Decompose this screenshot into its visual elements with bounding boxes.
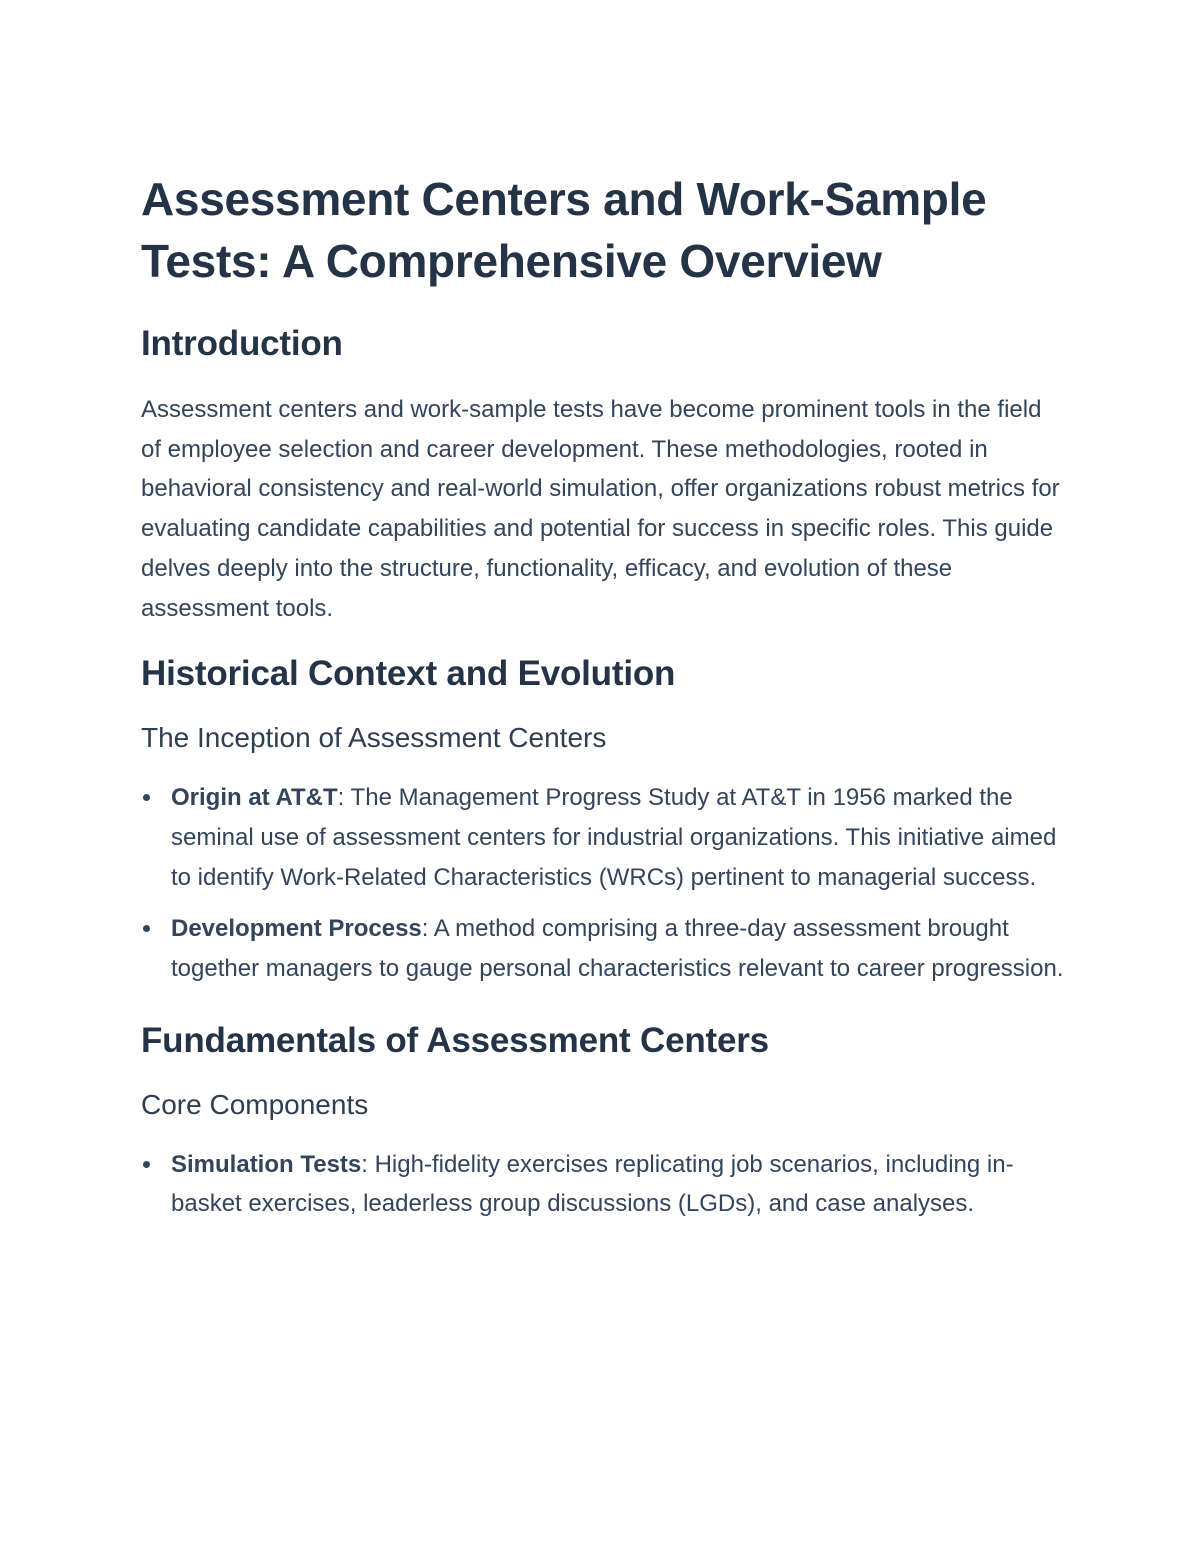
document-page	[141, 168, 1066, 1254]
introduction-paragraph: Assessment centers and work-sample tests have become prominent tools in the field of employee selection and career development. These methodologies, rooted in behavioral consistency and real-world simulation, offer organizations robust metrics for evaluating candidate capabilities and potential for success in specific roles. This guide delves deeply into the structure, functionality, efficacy, and evolution of these assessment tools.	[141, 396, 1060, 622]
fundamentals-list	[141, 1145, 1066, 1224]
subheading-inception: The Inception of Assessment Centers	[141, 722, 607, 754]
section-heading-history: Historical Context and Evolution	[141, 654, 676, 694]
list-item-text: : A method comprising a three-day assessment brought together managers to gauge personal characteristics relevant to career progression.	[171, 915, 1064, 983]
list-item-term: Development Process	[171, 915, 422, 943]
history-list	[141, 778, 1066, 989]
list-item-term: Simulation Tests	[171, 1150, 362, 1178]
list-item-text: : High-fidelity exercises replicating job scenarios, including in-basket exercises, leaderless group discussions (LGDs), and case analyses.	[171, 1150, 1014, 1218]
bullet-icon	[143, 794, 150, 801]
bullet-icon	[143, 925, 150, 932]
list-item	[141, 909, 1066, 988]
subheading-core-components: Core Components	[141, 1088, 369, 1120]
list-item	[141, 778, 1066, 897]
list-item	[141, 1145, 1066, 1224]
document-title: Assessment Centers and Work-Sample Tests: A Comprehensive Overview	[141, 173, 987, 287]
section-heading-fundamentals: Fundamentals of Assessment Centers	[141, 1020, 769, 1060]
section-heading-introduction: Introduction	[141, 324, 343, 363]
bullet-icon	[143, 1161, 150, 1168]
list-item-term: Origin at AT&T	[171, 784, 338, 812]
list-item-text: : The Management Progress Study at AT&T in 1956 marked the seminal use of assessment centers for industrial organizations. This initiative aimed to identify Work-Related Characteristics (WRCs) pertinent to managerial success.	[171, 784, 1057, 891]
